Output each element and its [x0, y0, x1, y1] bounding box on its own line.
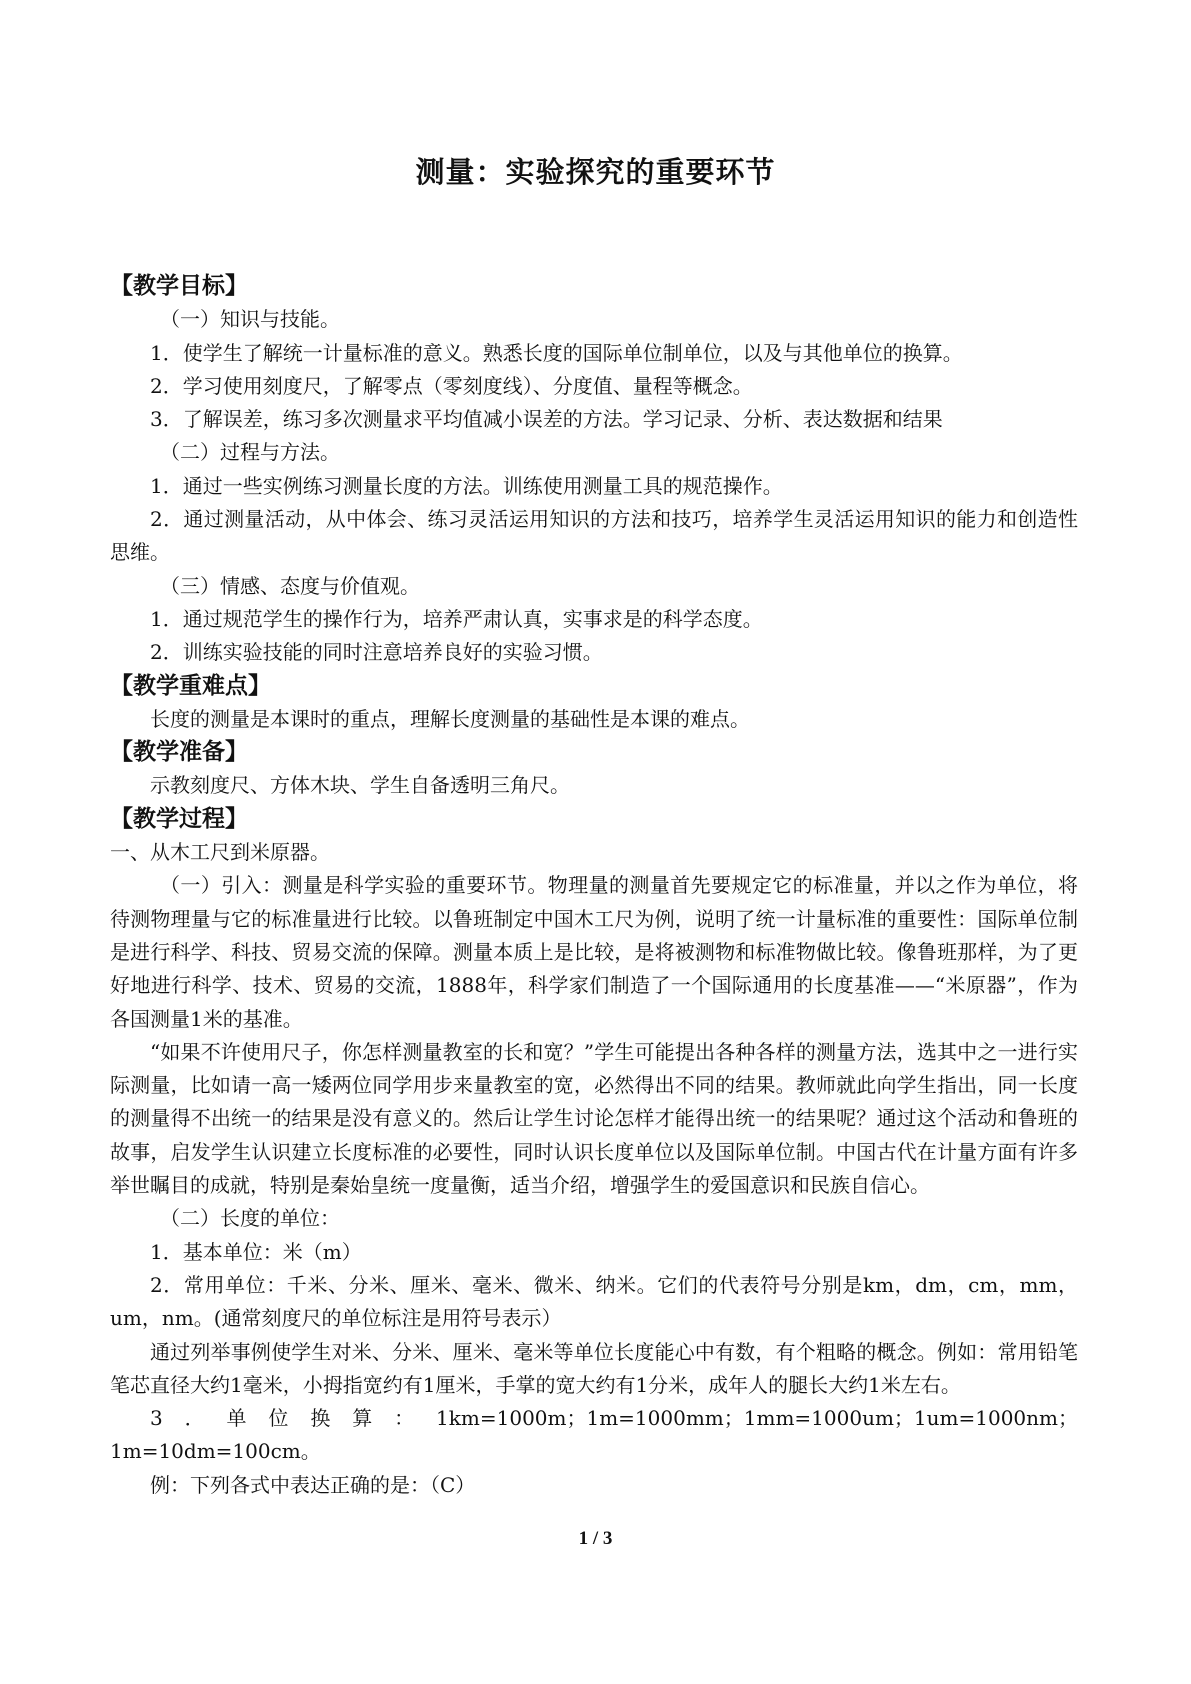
section-heading: 【教学重难点】	[110, 672, 271, 699]
subsection-paragraph: （三）情感、态度与价值观。	[160, 573, 420, 598]
body-paragraph: 3．了解误差，练习多次测量求平均值减小误差的方法。学习记录、分析、表达数据和结果	[150, 407, 943, 432]
section-line: 一、从木工尺到米原器。	[110, 840, 330, 865]
subsection-paragraph: （一）知识与技能。	[160, 307, 340, 332]
body-paragraph: 1．基本单位：米（m）	[150, 1239, 362, 1264]
body-paragraph: 3．单位换算：1km=1000m；1m=1000mm；1mm=1000um；1um=1000nm；1m=10dm=100cm。	[110, 1406, 1078, 1464]
body-paragraph: 1．通过一些实例练习测量长度的方法。训练使用测量工具的规范操作。	[150, 473, 783, 498]
section-heading: 【教学目标】	[110, 273, 248, 299]
body-paragraph: 通过列举事例使学生对米、分米、厘米、毫米等单位长度能心中有数，有个粗略的概念。例如：常用铅笔笔芯直径大约1毫米，小拇指宽约有1厘米，手掌的宽大约有1分米，成年人的腿长大约1米左右。	[110, 1339, 1078, 1397]
subsection-paragraph: （二）长度的单位：	[160, 1206, 340, 1231]
body-paragraph: 2．常用单位：千米、分米、厘米、毫米、微米、纳米。它们的代表符号分别是km，dm，cm，mm，um，nm。(通常刻度尺的单位标注是用符号表示）	[110, 1272, 1078, 1331]
subsection-paragraph: （一）引入：测量是科学实验的重要环节。物理量的测量首先要规定它的标准量，并以之作为单位，将待测物理量与它的标准量进行比较。以鲁班制定中国木工尺为例，说明了统一计量标准的重要性：国际单位制是进行科学、科技、贸易交流的保障。测量本质上是比较，是将被测物和标准物做比较。像鲁班那样，为了更好地进行科学、技术、贸易的交流，1888年，科学家们制造了一个国际通用的长度基准——“米原器”，作为各国测量1米的基准。	[110, 873, 1078, 1031]
body-paragraph: “如果不许使用尺子，你怎样测量教室的长和宽？”学生可能提出各种各样的测量方法，选其中之一进行实际测量，比如请一高一矮两位同学用步来量教室的宽，必然得出不同的结果。教师就此向学生指出，同一长度的测量得不出统一的结果是没有意义的。然后让学生讨论怎样才能得出统一的结果呢？通过这个活动和鲁班的故事，启发学生认识建立长度标准的必要性，同时认识长度单位以及国际单位制。中国古代在计量方面有许多举世瞩目的成就，特别是秦始皇统一度量衡，适当介绍，增强学生的爱国意识和民族自信心。	[110, 1039, 1078, 1198]
body-paragraph: 1．使学生了解统一计量标准的意义。熟悉长度的国际单位制单位，以及与其他单位的换算。	[150, 340, 963, 365]
body-paragraph: 2．训练实验技能的同时注意培养良好的实验习惯。	[150, 640, 603, 665]
body-paragraph: 长度的测量是本课时的重点，理解长度测量的基础性是本课的难点。	[150, 706, 750, 731]
document-body	[110, 270, 1078, 1502]
section-heading: 【教学准备】	[110, 739, 248, 766]
body-paragraph: 示教刻度尺、方体木块、学生自备透明三角尺。	[150, 773, 570, 798]
document-title: 测量：实验探究的重要环节	[415, 155, 776, 189]
body-paragraph: 2．通过测量活动，从中体会、练习灵活运用知识的方法和技巧，培养学生灵活运用知识的能力和创造性思维。	[110, 507, 1078, 565]
body-paragraph: 2．学习使用刻度尺，了解零点（零刻度线）、分度值、量程等概念。	[150, 373, 753, 398]
page-number: 1 / 3	[578, 1528, 613, 1549]
subsection-paragraph: （二）过程与方法。	[160, 440, 340, 465]
body-paragraph: 1．通过规范学生的操作行为，培养严肃认真，实事求是的科学态度。	[150, 606, 763, 631]
body-paragraph: 例：下列各式中表达正确的是：（C）	[150, 1472, 476, 1497]
section-heading: 【教学过程】	[110, 805, 248, 832]
